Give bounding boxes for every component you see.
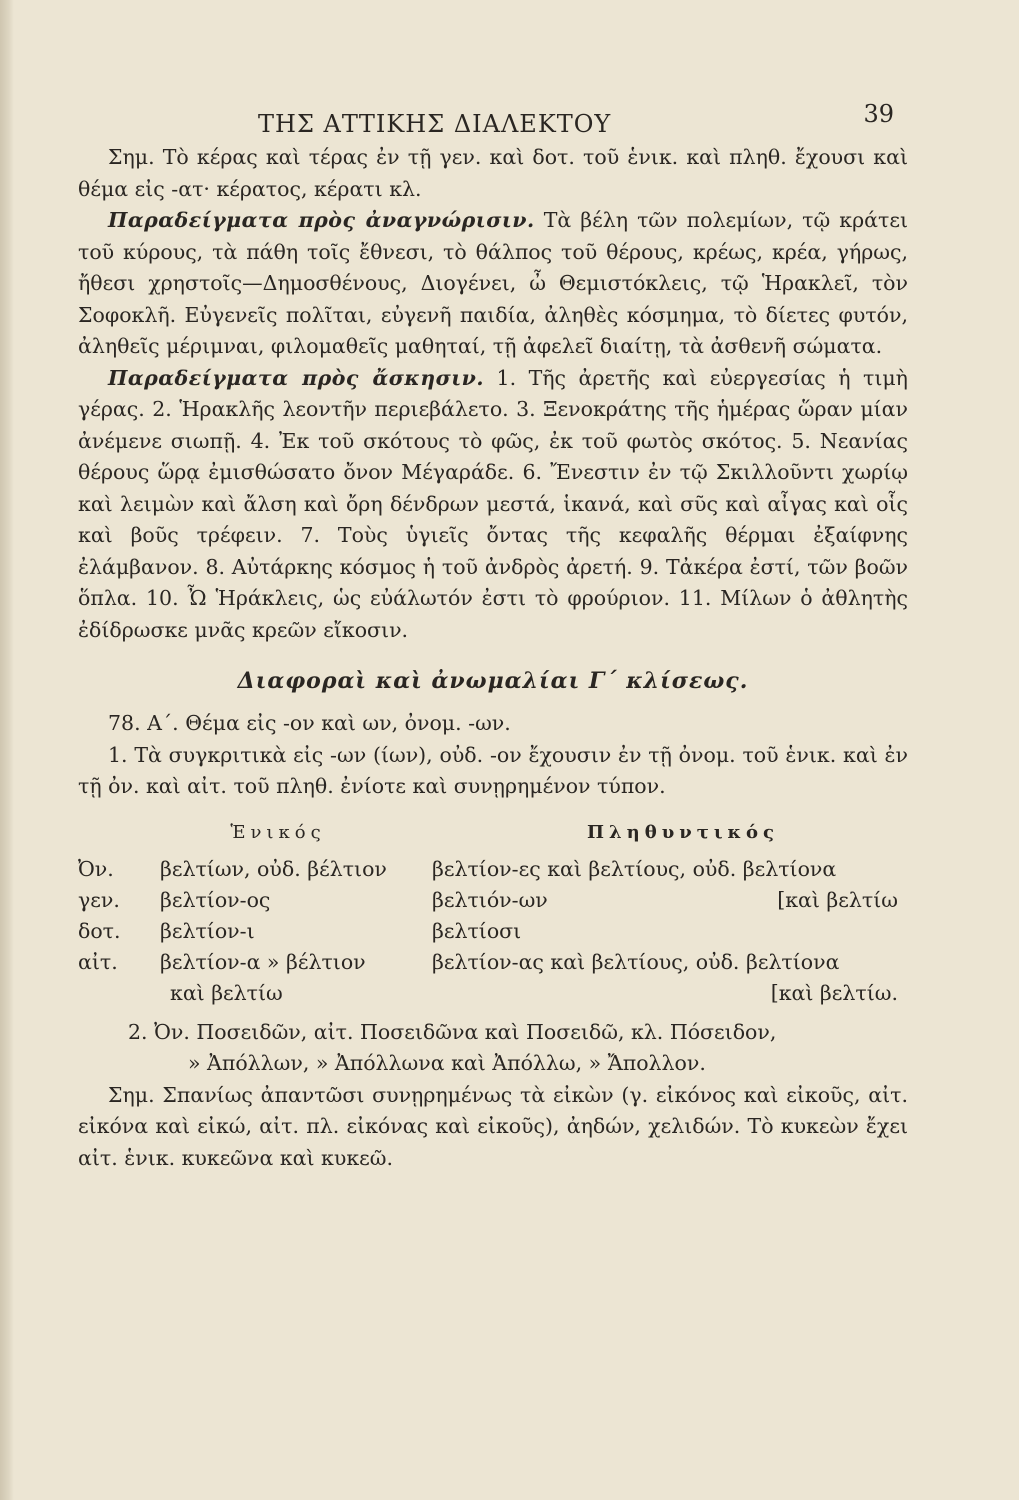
singular-form: βελτίον-ι [160, 918, 255, 943]
plural-form: βελτιόν-ων [432, 887, 548, 912]
singular-form: βελτίων, οὐδ. βέλτιον [160, 856, 387, 881]
plural-form-continuation: [καὶ βελτίω [777, 887, 898, 912]
declension-row [78, 916, 908, 947]
case-label: Ὀν. [78, 856, 114, 881]
declension-row [78, 854, 908, 885]
declension-row [78, 885, 908, 916]
book-page [78, 100, 908, 1440]
singular-form: βελτίον-ος [160, 887, 271, 912]
recognition-examples-body: Τὰ βέλη τῶν πολεμίων, τῷ κράτει τοῦ κύρους, τὰ πάθη τοῖς ἔθνεσι, τὸ θάλπος τοῦ θέρους, κρέως, κρέα, γήρως, ἤθεσι χρηστοῖς—Δημοσθένους, Διογένει, ὦ Θεμιστόκλεις, τῷ Ἡρακλεῖ, τὸν Σοφοκλῆ. Εὐγενεῖς πολῖται, εὐγενῆ παιδία, ἀληθὲς κόσμημα, τὸ δίετες φυτόν, ἀληθεῖς μέριμναι, φιλομαθεῖς μαθηταί, τῇ ἀφελεῖ διαίτῃ, τὰ ἀσθενῆ σώματα. [78, 208, 908, 358]
running-title: ΤΗΣ ΑΤΤΙΚΗΣ ΔΙΑΛΕΚΤΟΥ [258, 110, 612, 138]
declension-header [78, 817, 908, 848]
plural-form: βελτίοσι [432, 918, 522, 943]
page-number: 39 [863, 100, 894, 128]
note-paragraph: Σημ. Τὸ κέρας καὶ τέρας ἐν τῇ γεν. καὶ δοτ. τοῦ ἑνικ. καὶ πληθ. ἔχουσι καὶ θέμα εἰς -ατ· κέρατος, κέρατι κλ. [78, 145, 908, 201]
singular-header: Ἑνικός [230, 821, 326, 843]
declension-row [78, 947, 908, 978]
exercise-examples-body: 1. Τῆς ἀρετῆς καὶ εὐεργεσίας ἡ τιμὴ γέρας. 2. Ἡρακλῆς λεοντῆν περιεβάλετο. 3. Ξενοκράτης τῆς ἡμέρας ὥραν μίαν ἀνέμενε σιωπῇ. 4. Ἐκ τοῦ σκότους τὸ φῶς, ἐκ τοῦ φωτὸς σκότος. 5. Νεανίας θέρους ὥρᾳ ἐμισθώσατο ὄνον Μέγαράδε. 6. Ἔνεστιν ἐν τῷ Σκιλλοῦντι χωρίῳ καὶ λειμὼν καὶ ἄλση καὶ ὄρη δένδρων μεστά, ἱκανά, καὶ σῦς καὶ αἶγας καὶ οἷς καὶ βοῦς τρέφειν. 7. Τοὺς ὑγιεῖς ὄντας τῆς κεφαλῆς θέρμαι ἐξαίφνης ἐλάμβανον. 8. Αὐτάρκης κόσμος ἡ τοῦ ἀνδρὸς ἀρετή. 9. Τἀκέρα ἐστί, τῶν βοῶν ὅπλα. 10. Ὦ Ἡράκλεις, ὡς εὐάλωτόν ἐστι τὸ φρούριον. 11. Μίλων ὁ ἀθλητὴς ἐδίδρωσκε μνᾶς κρεῶν εἴκοσιν. [78, 365, 908, 642]
plural-continuation: [καὶ βελτίω. [770, 980, 898, 1005]
singular-continuation: καὶ βελτίω [170, 980, 283, 1005]
section-heading: Διαφοραὶ καὶ ἀνωμαλίαι Γ΄ κλίσεως. [237, 668, 749, 694]
plural-form: βελτίον-ας καὶ βελτίους, οὐδ. βελτίονα [432, 949, 840, 974]
exercise-examples-paragraph [78, 363, 908, 647]
recognition-examples-paragraph [78, 205, 908, 363]
paragraph-78-2-line1: 2. Ὀν. Ποσειδῶν, αἰτ. Ποσειδῶνα καὶ Ποσειδῶ, κλ. Πόσειδον, [128, 1019, 777, 1044]
note-paragraph-2: Σημ. Σπανίως ἀπαντῶσι συνῃρημένως τὰ εἰκὼν (γ. εἰκόνος καὶ εἰκοῦς, αἰτ. εἰκόνα καὶ εἰκώ, αἰτ. πλ. εἰκόνας καὶ εἰκοῦς), ἀηδών, χελιδών. Τὸ κυκεὼν ἔχει αἰτ. ἑνικ. κυκεῶνα καὶ κυκεῶ. [78, 1082, 908, 1170]
paragraph-78-1: 1. Τὰ συγκριτικὰ εἰς -ων (ίων), οὐδ. -ον ἔχουσιν ἐν τῇ ὀνομ. τοῦ ἑνικ. καὶ ἐν τῇ ὀν. καὶ αἰτ. τοῦ πληθ. ἐνίοτε καὶ συνῃρημένον τύπον. [78, 742, 908, 798]
page-binding-edge [0, 0, 14, 1500]
plural-header: Πληθυντικός [587, 821, 779, 843]
case-label: γεν. [78, 887, 120, 912]
blank-case-cell [78, 978, 160, 1009]
singular-form: βελτίον-α » βέλτιον [160, 949, 366, 974]
case-label: αἰτ. [78, 949, 118, 974]
paragraph-78: 78. Α΄. Θέμα εἰς -ον καὶ ων, ὀνομ. -ων. [108, 711, 511, 735]
running-head [78, 100, 908, 142]
exercise-examples-heading: Παραδείγματα πρὸς ἄσκησιν. [108, 365, 485, 390]
declension-continuation-row [78, 978, 908, 1009]
plural-form: βελτίον-ες καὶ βελτίους, οὐδ. βελτίονα [432, 856, 837, 881]
case-label: δοτ. [78, 918, 121, 943]
paragraph-78-2-line2: » Ἀπόλλων, » Ἀπόλλωνα καὶ Ἀπόλλω, » Ἄπολλον. [188, 1051, 706, 1075]
declension-table [78, 817, 908, 1009]
recognition-examples-heading: Παραδείγματα πρὸς ἀναγνώρισιν. [108, 208, 535, 232]
